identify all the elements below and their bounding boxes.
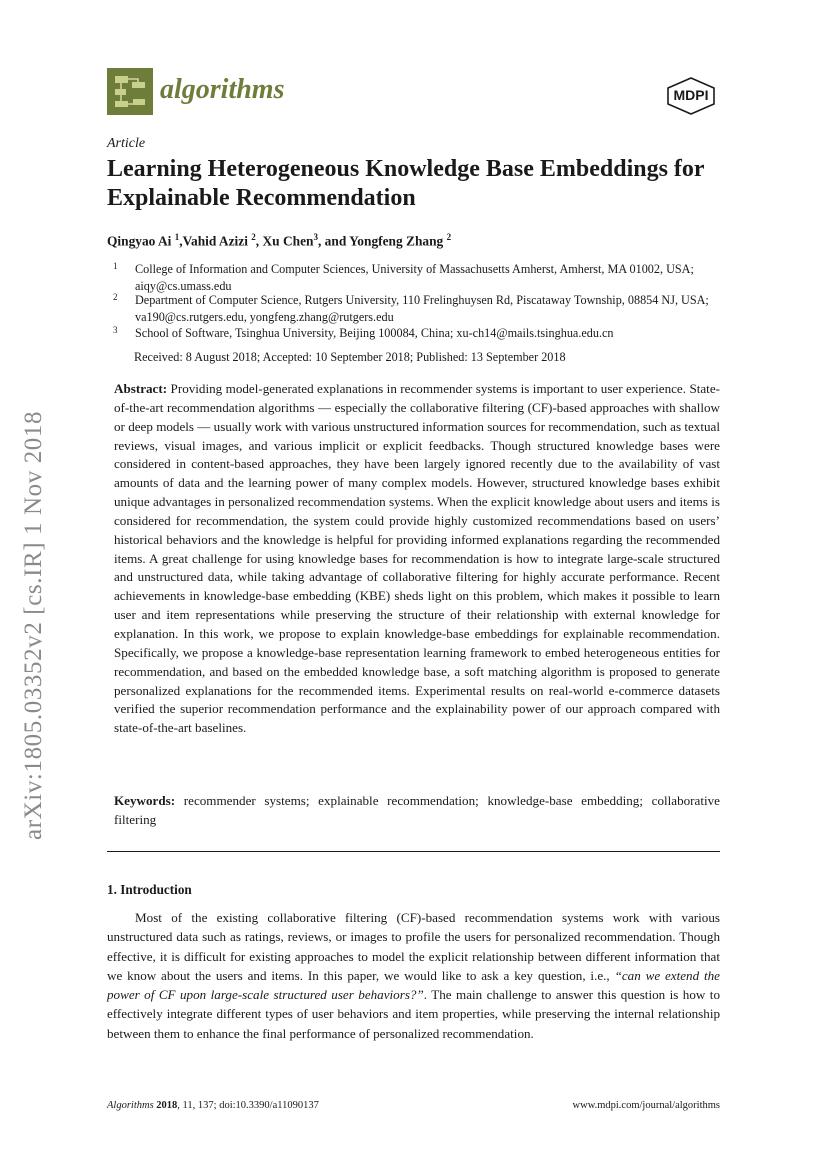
paper-title: Learning Heterogeneous Knowledge Base Embeddings for Explainable Recommendation <box>107 156 705 211</box>
author-separator: , and <box>317 233 350 249</box>
affiliation-marker: 1 <box>174 232 180 242</box>
article-type: Article <box>107 136 146 151</box>
author-separator: , <box>255 233 263 249</box>
author-list <box>107 232 451 249</box>
affiliation-marker: 3 <box>313 232 318 242</box>
abstract-label: Abstract: <box>114 381 168 396</box>
author-name: Yongfeng Zhang <box>349 233 447 249</box>
author-name: Xu Chen <box>262 233 314 249</box>
section-divider <box>107 851 720 852</box>
footer-journal: Algorithms <box>107 1100 154 1111</box>
arxiv-identifier: arXiv:1805.03352v2 [cs.IR] 1 Nov 2018 <box>20 410 47 840</box>
mdpi-logo <box>662 76 720 116</box>
journal-name: algorithms <box>160 74 285 105</box>
abstract-text: Providing model-generated explanations in recommender systems is important to user experience. State-of-the-art recommendation algorithms — especially the collaborative filtering (CF)-based approaches with shallow or deep models — usually work with various unstructured information sources for recommendation, such as textual reviews, visual images, and various implicit or explicit feedbacks. Though structured knowledge bases were considered in content-based approaches, they have been largely ignored recently due to the availability of vast amounts of data and the learning power of many complex models. However, structured knowledge bases exhibit unique advantages in personalized recommendation systems. When the explicit knowledge about users and items is considered for recommendation, the system could provide highly customized recommendations based on users’ historical behaviors and the knowledge is helpful for providing informed explanations regarding the recommended items. A great challenge for using knowledge bases for recommendation is how to integrate large-scale structured and unstructured data, while taking advantage of collaborative filtering for highly accurate performance. Recent achievements in knowledge-base embedding (KBE) sheds light on this problem, which makes it possible to learn user and item representations while preserving the structure of their relationship with external knowledge for explanation. In this work, we propose to explain knowledge-base embeddings for explainable recommendation. Specifically, we propose a knowledge-base representation learning framework to embed heterogeneous entities for recommendation, and based on the embedded knowledge base, a soft matching algorithm is proposed to generate personalized explanations for the recommended items. Experimental results on real-world e-commerce datasets verified the superior recommendation performance and the explainability power of our approach compared with state-of-the-art baselines. <box>114 381 720 736</box>
research-question: “can we extend the power of CF upon large-scale structured user behaviors?” <box>107 967 720 1003</box>
introduction-paragraph <box>107 908 720 1043</box>
section-heading: 1. Introduction <box>107 882 192 897</box>
affiliation-text: School of Software, Tsinghua University, Beijing 100084, China; xu-ch14@mails.tsinghua.edu.cn <box>135 326 614 340</box>
footer-citation: , 11, 137; doi:10.3390/a11090137 <box>177 1100 319 1111</box>
affiliation-number: 2 <box>113 292 118 302</box>
keywords-label: Keywords: <box>114 793 176 808</box>
author-name: Vahid Azizi <box>182 233 252 249</box>
author-separator: , <box>179 233 183 249</box>
paragraph-text: . The main challenge to answer this question is how to effectively integrate different types of user behaviors and item properties, while preserving the internal relationship between them to enhance the final performance of personalized recommendation. <box>107 987 720 1041</box>
keywords <box>114 792 720 829</box>
author-name: Qingyao Ai <box>107 233 175 249</box>
paragraph-text: Most of the existing collaborative filtering (CF)-based recommendation systems work with various unstructured data such as ratings, reviews, or images to profile the users for personalized recommendation. Though effective, it is difficult for existing approaches to model the explicit relationship between different information that we know about the users and items. In this paper, we would like to ask a key question, i.e., <box>107 910 720 983</box>
publisher-name: MDPI <box>673 87 709 103</box>
affiliation-text: College of Information and Computer Sciences, University of Massachusetts Amherst, Amherst, MA 01002, USA; aiqy@cs.umass.edu <box>135 262 694 293</box>
footer-year: 2018 <box>156 1100 178 1111</box>
journal-logo-icon <box>107 68 153 115</box>
affiliation-text: Department of Computer Science, Rutgers University, 110 Frelinghuysen Rd, Piscataway Township, 08854 NJ, USA; va190@cs.rutgers.edu, yongfeng.zhang@rutgers.edu <box>135 293 709 324</box>
publication-dates: Received: 8 August 2018; Accepted: 10 September 2018; Published: 13 September 2018 <box>134 350 566 364</box>
keywords-text: recommender systems; explainable recommendation; knowledge-base embedding; collaborative filtering <box>114 793 720 827</box>
abstract <box>114 380 720 738</box>
affiliation-number: 1 <box>113 261 118 271</box>
affiliation-marker: 2 <box>446 232 452 242</box>
journal-url[interactable]: www.mdpi.com/journal/algorithms <box>572 1100 720 1111</box>
affiliation-marker: 2 <box>251 232 256 242</box>
affiliation-number: 3 <box>113 325 118 335</box>
citation-footer <box>107 1100 319 1111</box>
